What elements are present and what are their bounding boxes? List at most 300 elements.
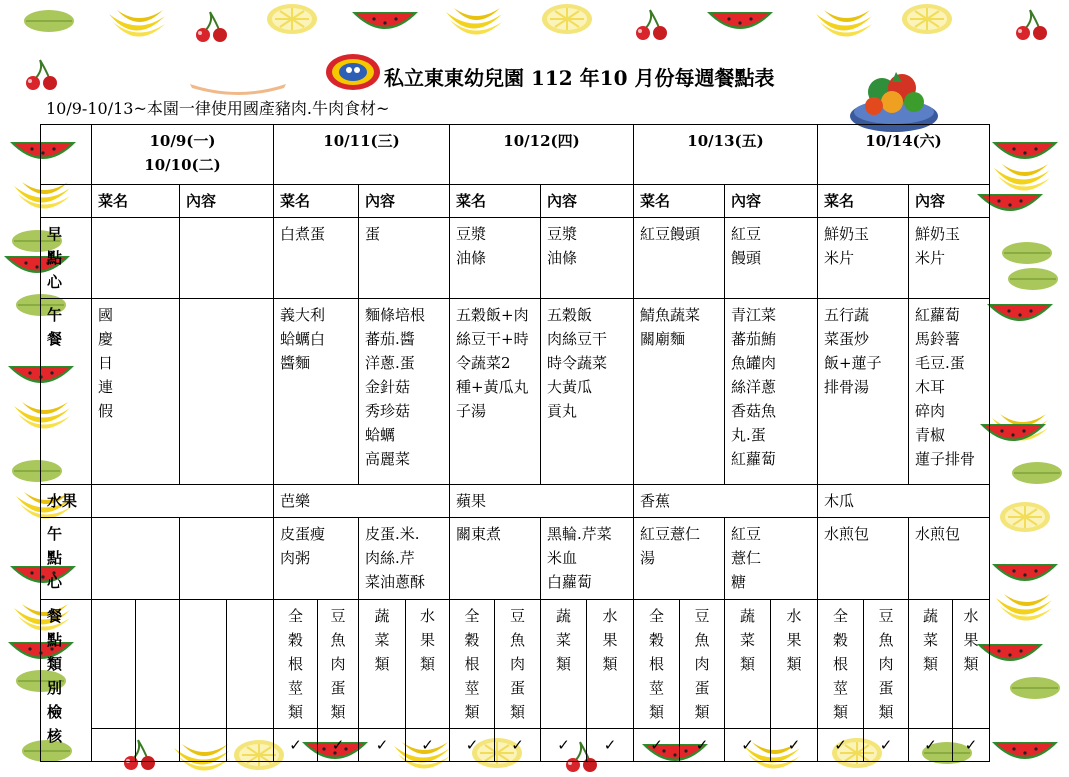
day-label: 10/10(二) [144,156,221,174]
text-line: 蛋 [878,679,894,697]
text-line: 五穀飯+肉 [456,306,529,324]
text-line: 皮蛋瘦 [280,525,326,543]
food-category [136,600,180,729]
dish-name [634,299,725,485]
day-header-1 [274,125,450,185]
day-header-row [41,125,990,185]
text-line: 莖 [648,679,664,697]
text-line: 莖 [287,679,303,697]
cherry-decoration-icon [1010,8,1054,42]
fruit-cell [92,485,274,518]
food-category [680,600,725,729]
corner-cell [41,125,92,185]
day-header-0 [92,125,274,185]
text-line: 魚 [694,631,710,649]
text-line: 假 [98,402,114,420]
text-line: 薏仁 [731,549,762,567]
food-category [771,600,818,729]
dish-name [92,299,180,485]
dish-content [541,518,634,600]
check-mark-icon: ✓ [834,736,847,754]
check-mark-icon: ✓ [421,736,434,754]
check-cell [771,729,818,762]
check-cell [541,729,587,762]
dish-name [274,518,359,600]
dish-content [359,299,450,485]
text-line: 類 [555,655,571,673]
check-cell [180,729,227,762]
text-line: 大黃瓜 [547,378,593,396]
dish-content [909,218,990,299]
lemon-decoration-icon [540,2,594,36]
text-line: 果 [786,631,802,649]
text-line: 菜油蔥酥 [365,573,426,591]
text-line: 根 [832,655,848,673]
check-cell [953,729,990,762]
check-cell [227,729,274,762]
text-line: 金針菇 [365,378,411,396]
leaf-decoration-icon [1010,460,1064,486]
leaf-decoration-icon [1008,675,1062,701]
check-cell [909,729,953,762]
content-header: 內容 [909,185,990,218]
text-line: 馬鈴薯 [915,330,961,348]
text-line: 子湯 [456,402,487,420]
check-mark-icon: ✓ [964,736,978,754]
content-header: 內容 [359,185,450,218]
check-cell [864,729,909,762]
text-line: 類 [648,703,664,721]
dish-name-header: 菜名 [818,185,909,218]
text-line: 時令蔬菜 [547,354,608,372]
content-header: 內容 [180,185,274,218]
weekly-menu-table [40,124,990,762]
melon-decoration-icon [990,560,1060,590]
text-line: 日 [98,354,114,372]
text-line: 肉 [878,655,894,673]
food-category [864,600,909,729]
text-line: 點 [47,249,63,267]
text-line: 類 [922,655,938,673]
lunch-row [41,299,990,485]
dish-name-header: 菜名 [634,185,725,218]
text-line: 豆漿 [456,225,487,243]
text-line: 鮮奶玉 [915,225,961,243]
check-cell [92,729,136,762]
text-line: 種+黃瓜丸 [456,378,529,396]
fruit-label: 水果 [41,485,92,518]
text-line: 肉絲豆干 [547,330,608,348]
text-line: 蔬 [555,607,571,625]
food-category [634,600,680,729]
text-line: 蛋 [365,225,381,243]
text-line: 肉絲.芹 [365,549,415,567]
banana-decoration-icon [105,6,169,40]
text-line: 類 [739,655,755,673]
text-line: 米片 [824,249,855,267]
cherry-decoration-icon [20,58,64,92]
text-line: 類 [786,655,802,673]
meal-check-label [41,600,92,762]
dish-name [450,299,541,485]
corner-cell [41,185,92,218]
dish-name [818,299,909,485]
text-line: 絲豆干+時 [456,330,529,348]
text-line: 關東煮 [456,525,502,543]
text-line: 蔬 [922,607,938,625]
text-line: 豆 [878,607,894,625]
text-line: 全 [648,607,664,625]
text-line: 皮蛋.米. [365,525,420,543]
text-line: 類 [47,655,63,673]
text-line: 類 [602,655,618,673]
check-cell [634,729,680,762]
melon-decoration-icon [350,8,420,38]
page-subtitle: 10/9-10/13~本園一律使用國產豬肉.牛肉食材~ [46,99,390,118]
text-line: 早 [47,225,63,243]
text-line: 黑輪.芹菜 [547,525,612,543]
text-line: 點 [47,631,63,649]
text-line: 果 [419,631,435,649]
text-line: 紅豆 [731,525,762,543]
text-line: 別 [47,679,63,697]
text-line: 水煎包 [915,525,961,543]
dish-content [180,299,274,485]
text-line: 五行蔬 [824,306,870,324]
check-mark-icon: ✓ [787,736,801,754]
text-line: 令蔬菜2 [456,354,511,372]
text-line: 肉 [330,655,346,673]
dish-content [725,299,818,485]
food-category [180,600,227,729]
food-category [541,600,587,729]
check-cell [680,729,725,762]
dish-name [634,218,725,299]
text-line: 菜 [374,631,390,649]
text-line: 餐 [47,330,63,348]
cherry-decoration-icon [630,8,674,42]
check-cell [406,729,450,762]
school-logo [324,52,382,96]
dish-content [725,218,818,299]
check-row [41,729,990,762]
content-header: 內容 [541,185,634,218]
lunch-row-label [41,299,92,485]
text-line: 類 [963,655,979,673]
category-row [41,600,990,729]
text-line: 魚罐肉 [731,354,777,372]
text-line: 午 [47,306,63,324]
text-line: 香菇魚 [731,402,777,420]
text-line: 心 [47,573,63,591]
text-line: 紅豆薏仁 [640,525,701,543]
check-mark-icon: ✓ [741,736,754,754]
text-line: 麵條培根 [365,306,426,324]
text-line: 蕃茄鮪 [731,330,777,348]
text-line: 果 [963,631,979,649]
dish-name [450,518,541,600]
check-mark-icon: ✓ [511,736,524,754]
text-line: 類 [509,703,525,721]
text-line: 油條 [547,249,578,267]
snack-row [41,518,990,600]
text-line: 豆漿 [547,225,578,243]
dish-name-header: 菜名 [274,185,359,218]
text-line: 蛋 [694,679,710,697]
text-line: 穀 [464,631,480,649]
text-line: 豆 [509,607,525,625]
day-header-3 [634,125,818,185]
food-category [359,600,406,729]
text-line: 碎肉 [915,402,946,420]
dish-content [180,518,274,600]
text-line: 蛋 [330,679,346,697]
day-label: 10/11(三) [323,132,400,150]
text-line: 鯖魚蔬菜 [640,306,701,324]
check-cell [318,729,359,762]
dish-content [725,518,818,600]
dish-name [274,299,359,485]
text-line: 紅豆饅頭 [640,225,701,243]
text-line: 饅頭 [731,249,762,267]
content-header: 內容 [725,185,818,218]
day-label: 10/13(五) [687,132,764,150]
text-line: 肉 [694,655,710,673]
text-line: 紅豆 [731,225,762,243]
text-line: 洋蔥.蛋 [365,354,415,372]
melon-decoration-icon [985,300,1055,330]
dish-content [359,218,450,299]
text-line: 絲洋蔥 [731,378,777,396]
food-category [227,600,274,729]
check-cell [450,729,495,762]
check-cell [359,729,406,762]
text-line: 穀 [648,631,664,649]
text-line: 米片 [915,249,946,267]
fruit-cell: 木瓜 [818,485,990,518]
check-mark-icon: ✓ [465,736,479,754]
fruit-cell: 香蕉 [634,485,818,518]
melon-decoration-icon [705,8,775,38]
text-line: 類 [419,655,435,673]
text-line: 糖 [731,573,747,591]
text-line: 鮮奶玉 [824,225,870,243]
text-line: 青椒 [915,426,946,444]
breakfast-row-label [41,218,92,299]
text-line: 點 [47,549,63,567]
text-line: 秀珍菇 [365,402,411,420]
text-line: 類 [694,703,710,721]
text-line: 豆 [694,607,710,625]
text-line: 全 [832,607,848,625]
text-line: 心 [47,273,63,291]
text-line: 排骨湯 [824,378,870,396]
food-category [92,600,136,729]
dish-name [92,218,180,299]
check-mark-icon: ✓ [375,736,389,754]
dish-name [92,518,180,600]
banana-decoration-icon [442,4,506,38]
food-category [318,600,359,729]
cherry-decoration-icon [190,10,234,44]
text-line: 米血 [547,549,578,567]
text-line: 水 [963,607,979,625]
food-category [818,600,864,729]
text-line: 蓮子排骨 [915,450,976,468]
dish-name-header: 菜名 [92,185,180,218]
dish-content [180,218,274,299]
text-line: 白煮蛋 [280,225,326,243]
text-line: 丸.蛋 [731,426,766,444]
text-line: 慶 [98,330,114,348]
page-title: 私立東東幼兒園 112 年10 月份每週餐點表 [384,66,775,90]
text-line: 穀 [287,631,303,649]
fruit-cell: 蘋果 [450,485,634,518]
text-line: 水煎包 [824,525,870,543]
banana-decoration-icon [812,6,876,40]
text-line: 肉粥 [280,549,311,567]
text-line: 根 [464,655,480,673]
check-cell [725,729,771,762]
text-line: 莖 [464,679,480,697]
text-line: 菜 [922,631,938,649]
check-mark-icon: ✓ [650,736,663,754]
text-line: 紅蘿蔔 [915,306,961,324]
day-header-2 [450,125,634,185]
text-line: 蛋 [509,679,525,697]
text-line: 類 [464,703,480,721]
text-line: 關廟麵 [640,330,686,348]
text-line: 水 [602,607,618,625]
text-line: 午 [47,525,63,543]
text-line: 肉 [509,655,525,673]
dish-name [450,218,541,299]
text-line: 核 [47,727,63,745]
breakfast-row [41,218,990,299]
text-line: 檢 [47,703,63,721]
day-label: 10/9(一) [149,132,216,150]
dish-content [359,518,450,600]
text-line: 蔬 [374,607,390,625]
dish-name [274,218,359,299]
dish-name [818,218,909,299]
melon-decoration-icon [990,738,1060,768]
check-mark-icon: ✓ [331,736,345,754]
text-line: 貢丸 [547,402,578,420]
text-line: 根 [648,655,664,673]
text-line: 魚 [330,631,346,649]
day-label: 10/12(四) [503,132,580,150]
food-category [495,600,541,729]
text-line: 國 [98,306,114,324]
text-line: 菜蛋炒 [824,330,870,348]
text-line: 果 [602,631,618,649]
food-category [725,600,771,729]
dish-content [909,299,990,485]
food-category [909,600,953,729]
text-line: 全 [287,607,303,625]
text-line: 白蘿蔔 [547,573,593,591]
text-line: 根 [287,655,303,673]
check-mark-icon: ✓ [289,736,302,754]
column-header-row [41,185,990,218]
text-line: 蔬 [739,607,755,625]
text-line: 全 [464,607,480,625]
text-line: 油條 [456,249,487,267]
text-line: 義大利 [280,306,326,324]
food-category [274,600,318,729]
text-line: 水 [419,607,435,625]
text-line: 類 [287,703,303,721]
text-line: 高麗菜 [365,450,411,468]
text-line: 類 [330,703,346,721]
text-line: 類 [878,703,894,721]
check-cell [495,729,541,762]
fruit-row [41,485,990,518]
leaf-decoration-icon [1006,266,1060,292]
text-line: 蛤蠣 [365,426,396,444]
check-mark-icon: ✓ [879,736,893,754]
check-mark-icon: ✓ [603,736,617,754]
text-line: 湯 [640,549,656,567]
text-line: 類 [374,655,390,673]
check-cell [136,729,180,762]
text-line: 莖 [832,679,848,697]
text-line: 五穀飯 [547,306,593,324]
dish-name-header: 菜名 [450,185,541,218]
text-line: 飯+蓮子 [824,354,882,372]
text-line: 餐 [47,607,63,625]
dish-content [909,518,990,600]
text-line: 魚 [509,631,525,649]
text-line: 水 [786,607,802,625]
text-line: 魚 [878,631,894,649]
text-line: 豆 [330,607,346,625]
dish-name [818,518,909,600]
check-mark-icon: ✓ [924,736,937,754]
lemon-decoration-icon [998,500,1052,534]
text-line: 醬麵 [280,354,311,372]
check-mark-icon: ✓ [557,736,570,754]
text-line: 連 [98,378,114,396]
banana-decoration-icon [990,160,1054,194]
text-line: 紅蘿蔔 [731,450,777,468]
check-cell [818,729,864,762]
text-line: 菜 [555,631,571,649]
food-category [587,600,634,729]
text-line: 木耳 [915,378,946,396]
text-line: 穀 [832,631,848,649]
text-line: 類 [832,703,848,721]
text-line: 蕃茄.醬 [365,330,415,348]
check-mark-icon: ✓ [695,736,709,754]
text-line: 蛤蠣白 [280,330,326,348]
dish-content [541,218,634,299]
dish-name [634,518,725,600]
food-category [953,600,990,729]
day-label: 10/14(六) [865,132,942,150]
snack-row-label [41,518,92,600]
check-cell [274,729,318,762]
leaf-decoration-icon [22,8,76,34]
dish-content [541,299,634,485]
check-cell [587,729,634,762]
text-line: 菜 [739,631,755,649]
food-category [450,600,495,729]
text-line: 青江菜 [731,306,777,324]
banana-decoration-icon [992,590,1056,624]
lemon-decoration-icon [265,2,319,36]
